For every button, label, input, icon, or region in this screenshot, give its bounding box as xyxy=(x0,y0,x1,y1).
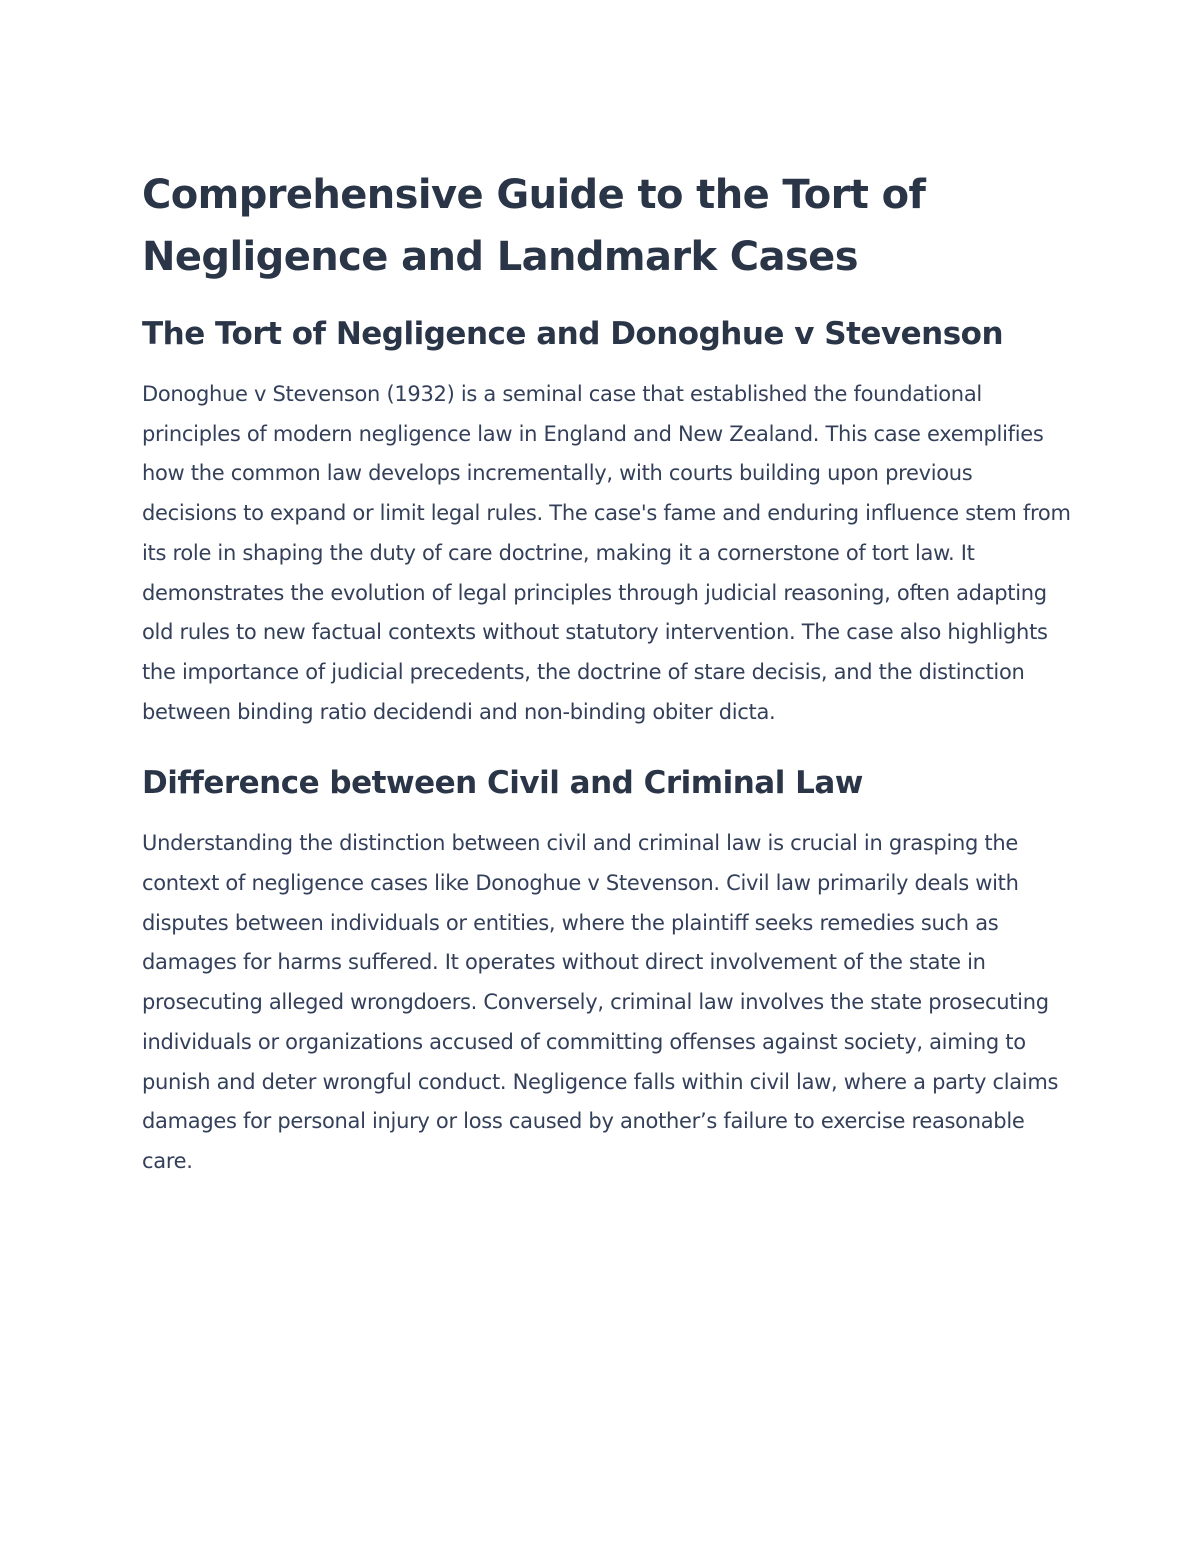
section-tort-of-negligence xyxy=(142,306,1072,732)
section-paragraph: Understanding the distinction between civil and criminal law is crucial in grasping the context of negligence cases like Donoghue v Stevenson. Civil law primarily deals with disputes between individuals or entities, where the plaintiff seeks remedies such as damages for harms suffered. It operates without direct involvement of the state in prosecuting alleged wrongdoers. Conversely, criminal law involves the state prosecuting individuals or organizations accused of committing offenses against society, aiming to punish and deter wrongful conduct. Negligence falls within civil law, where a party claims damages for personal injury or loss caused by another’s failure to exercise reasonable care. xyxy=(142,831,1059,1173)
document-title: Comprehensive Guide to the Tort of Negligence and Landmark Cases xyxy=(142,172,926,280)
section-heading: Difference between Civil and Criminal Law xyxy=(142,765,863,802)
section-paragraph: Donoghue v Stevenson (1932) is a seminal case that established the foundational principles of modern negligence law in England and New Zealand. This case exemplifies how the common law develops incrementally, with courts building upon previous decisions to expand or limit legal rules. The case's fame and enduring influence stem from its role in shaping the duty of care doctrine, making it a cornerstone of tort law. It demonstrates the evolution of legal principles through judicial reasoning, often adapting old rules to new factual contexts without statutory intervention. The case also highlights the importance of judicial precedents, the doctrine of stare decisis, and the distinction between binding ratio decidendi and non-binding obiter dicta. xyxy=(142,382,1071,724)
section-civil-vs-criminal xyxy=(142,755,1072,1181)
section-heading: The Tort of Negligence and Donoghue v Stevenson xyxy=(142,316,1004,352)
document-page xyxy=(142,164,1072,1205)
